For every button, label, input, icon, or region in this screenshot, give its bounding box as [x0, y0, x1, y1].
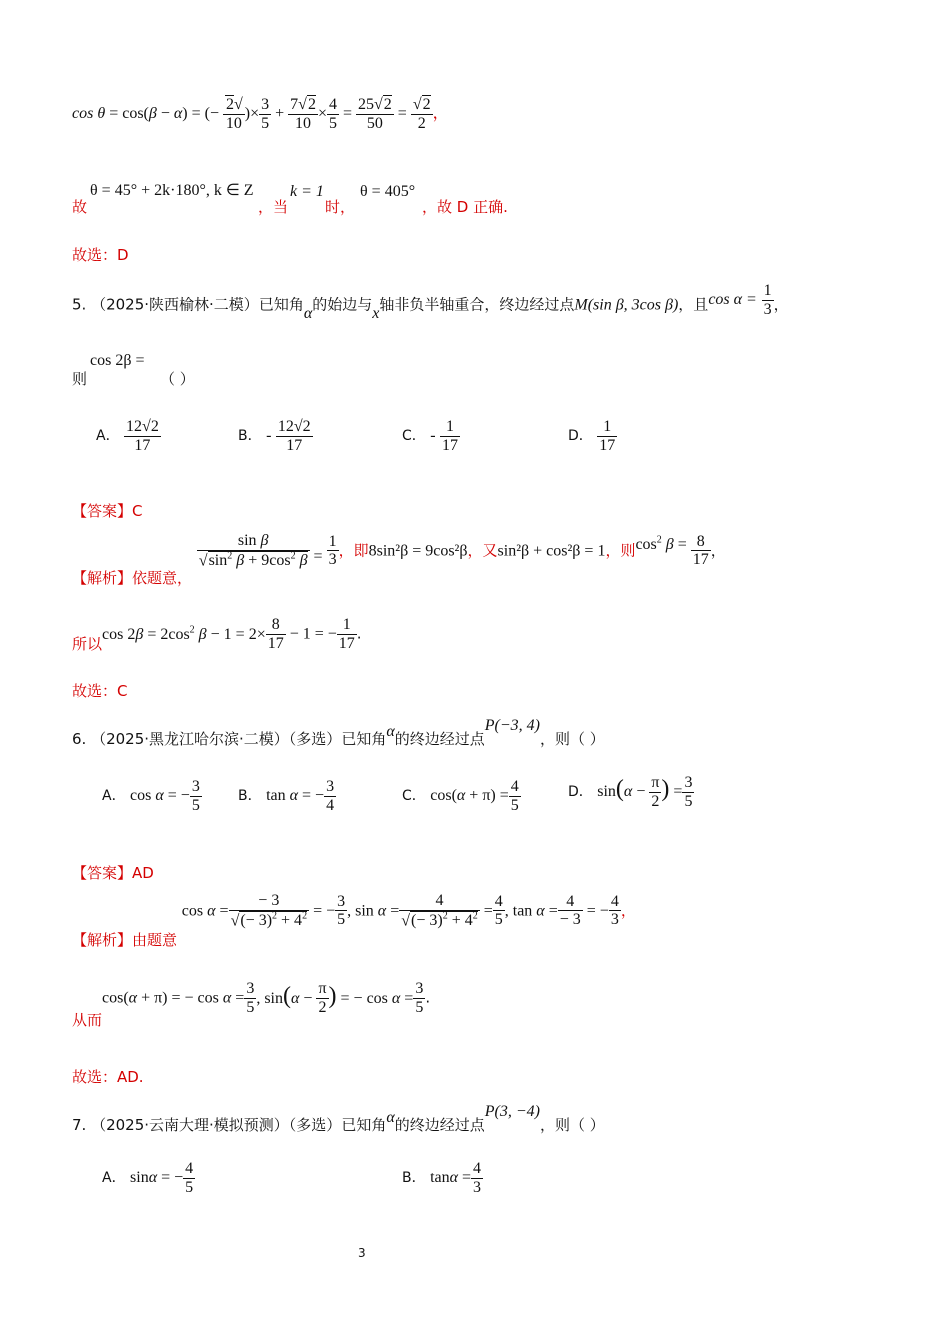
- option-fraction: $\frac{1}{17}$: [599, 418, 616, 454]
- q7-option-b[interactable]: B． tanα = $\frac{4}{3}$: [402, 1160, 482, 1196]
- q5-option-c[interactable]: [402, 418, 460, 454]
- q6-number: 6.: [72, 730, 87, 748]
- option-label: A．: [96, 428, 120, 445]
- q5-eq1-rhs: $\frac{1}{3}$: [328, 532, 337, 569]
- conclusion-text: ，故 D 正确.: [422, 198, 508, 216]
- option-label: B．: [238, 428, 262, 445]
- q7-stem-b: 的终边经过点: [394, 1116, 485, 1134]
- option-label: C．: [402, 788, 426, 805]
- q6-option-a[interactable]: A． cos α = − $\frac{3}{5}$: [102, 778, 200, 814]
- q5-stem-a: 已知角: [258, 295, 304, 314]
- option-sign: -: [430, 427, 436, 445]
- time-word: 时，: [325, 198, 356, 216]
- q6-source: （2025·黑龙江哈尔滨·二模）（多选）: [91, 730, 342, 748]
- q6-from: 从而: [72, 1010, 103, 1029]
- option-label: C．: [402, 428, 426, 445]
- q5-stem-d: ，且: [678, 295, 709, 314]
- option-sign: -: [266, 427, 272, 445]
- q5-then: 则: [72, 370, 88, 388]
- option-label: D．: [568, 428, 593, 445]
- q5-point: M(sin β, 3cos β): [574, 296, 679, 314]
- q5-step2: ，又: [467, 541, 498, 560]
- q6-option-b[interactable]: B． tan α = − $\frac{3}{4}$: [238, 778, 335, 814]
- q5-step1: ，即: [338, 541, 369, 560]
- theta-general-formula: θ = 45° + 2k·180°, k ∈ Z: [90, 182, 254, 199]
- option-fraction: $\frac{1}{17}$: [442, 418, 459, 454]
- q5-analysis: 【解析】依题意， $\frac{\text{sin β}}{√\sin^2 \beta + 9\cos^2 \beta}$ = $\frac{1}{3}$ ，即8sin²β = 9cos²β，又sin²β + cos²β = 1，则$\cos^2 \beta$ = $\frac{8}{17}$ ，: [72, 532, 726, 588]
- q5-option-b[interactable]: [238, 418, 313, 454]
- q6-choose: 故选：AD.: [72, 1068, 144, 1086]
- q7-option-a[interactable]: A． sinα = − $\frac{4}{5}$: [102, 1160, 194, 1196]
- therefore-word: 故: [72, 198, 88, 216]
- option-fraction: $\frac{12√2}{17}$: [277, 418, 311, 454]
- q6-from-line: 从而cos(α + π) = − cos α = $\frac{3}{5}$ , sin(α − $\frac{\pi}{2}$ ) = − cos α = $\frac{3}{5}$ .: [72, 980, 431, 1029]
- q5-option-a[interactable]: [96, 418, 161, 454]
- q7-point: P(3, −4): [484, 1103, 540, 1120]
- q5-paren: （ ）: [160, 370, 195, 388]
- q6-point: P(−3, 4): [484, 717, 540, 734]
- q5-eq2: 8sin²β = 9cos²β: [368, 542, 468, 560]
- q5-choose: 故选：C: [72, 682, 128, 700]
- q5-third-fraction: $\frac{1}{3}$: [763, 282, 772, 318]
- q6-stem-b: 的终边经过点: [394, 730, 485, 748]
- option-label: B．: [402, 1170, 426, 1187]
- choose-d: 故选：D: [72, 246, 129, 264]
- q6-stem-c: ，则（ ）: [539, 730, 605, 748]
- q6-analysis-label: 【解析】由题意: [72, 931, 178, 950]
- q7-number: 7.: [72, 1116, 87, 1134]
- option-fraction: $\frac{12√2}{17}$: [126, 418, 159, 454]
- option-label: A．: [102, 788, 126, 805]
- q7-stem-a: 已知角: [341, 1116, 387, 1134]
- q5-so-line: 所以$\cos 2\beta = 2\cos^2$ β − 1 = 2× $\frac{8}{17}$ − 1 = − $\frac{1}{17}$ .: [72, 616, 362, 653]
- q5-stem-c: 轴非负半轴重合，终边经过点: [379, 295, 575, 314]
- q6-answer: 【答案】AD: [72, 864, 154, 882]
- q6-stem: [72, 717, 605, 749]
- q5-stem: 5. （2025·陕西榆林·二模）已知角α的始边与x轴非负半轴重合，终边经过点M(sin β, 3cos β)，且cos α = $\frac{1}{3}$ ，: [72, 282, 789, 322]
- option-label: B．: [238, 788, 262, 805]
- cos-theta-formula: cos θ = cos(β − α) = (− $\frac{2√}{10}$ )× $\frac{3}{5}$ + $\frac{7√2}{10}$ × $\frac{4}{5}$ = $\frac{25√2}{50}$ = $\frac{√2}{2}$ ，: [72, 96, 449, 132]
- q5-eq1-fraction: $\frac{\text{sin β}}{√\sin^2 \beta + 9\cos^2 \beta}$: [198, 532, 308, 569]
- when-word: ，当: [258, 198, 289, 216]
- q5-number: 5.: [72, 295, 87, 314]
- page-number: 3: [358, 1246, 366, 1260]
- q6-option-c[interactable]: C． cos(α + π) = $\frac{4}{5}$: [402, 778, 519, 814]
- q5-so: 所以: [72, 634, 103, 653]
- q7-stem: [72, 1103, 605, 1135]
- q5-cos-alpha: cos α =: [708, 290, 757, 308]
- theta-405: θ = 405°: [360, 183, 416, 200]
- q5-step3: ，则: [605, 541, 636, 560]
- q5-x: x: [372, 304, 380, 322]
- q5-alpha: α: [303, 304, 313, 322]
- q5-eq3: sin²β + cos²β = 1: [497, 542, 606, 560]
- q5-ask: cos 2β =: [90, 352, 145, 369]
- k-value: k = 1: [290, 183, 324, 200]
- q5-analysis-label: 【解析】依题意，: [72, 569, 193, 588]
- q5-stem-b: 的始边与: [312, 295, 373, 314]
- q6-alpha: α: [386, 723, 395, 740]
- q7-stem-c: ，则（ ）: [539, 1116, 605, 1134]
- comma: ，: [432, 104, 449, 122]
- q7-source: （2025·云南大理·模拟预测）（多选）: [91, 1116, 342, 1134]
- q5-answer: 【答案】C: [72, 502, 143, 520]
- q5-eq4-fraction: $\frac{8}{17}$: [692, 532, 709, 569]
- q7-alpha: α: [386, 1109, 395, 1126]
- q5-option-d[interactable]: [568, 418, 617, 454]
- option-label: D．: [568, 784, 593, 801]
- q6-analysis: 【解析】由题意 cos α = $\frac{- 3}{√(- 3)^2 + 4^2}$ = − $\frac{3}{5}$ , sin α = $\frac{4}{√(- 3)^2 + 4^2}$ = $\frac{4}{5}$ , tan α = $\frac{4}{- 3}$ = − $\frac{4}{3}$ ，: [72, 892, 636, 950]
- q5-source: （2025·陕西榆林·二模）: [91, 295, 259, 314]
- option-label: A．: [102, 1170, 126, 1187]
- q6-option-d[interactable]: D． sin(α − $\frac{\pi}{2}$ ) = $\frac{3}{5}$: [568, 774, 693, 810]
- q6-stem-a: 已知角: [341, 730, 387, 748]
